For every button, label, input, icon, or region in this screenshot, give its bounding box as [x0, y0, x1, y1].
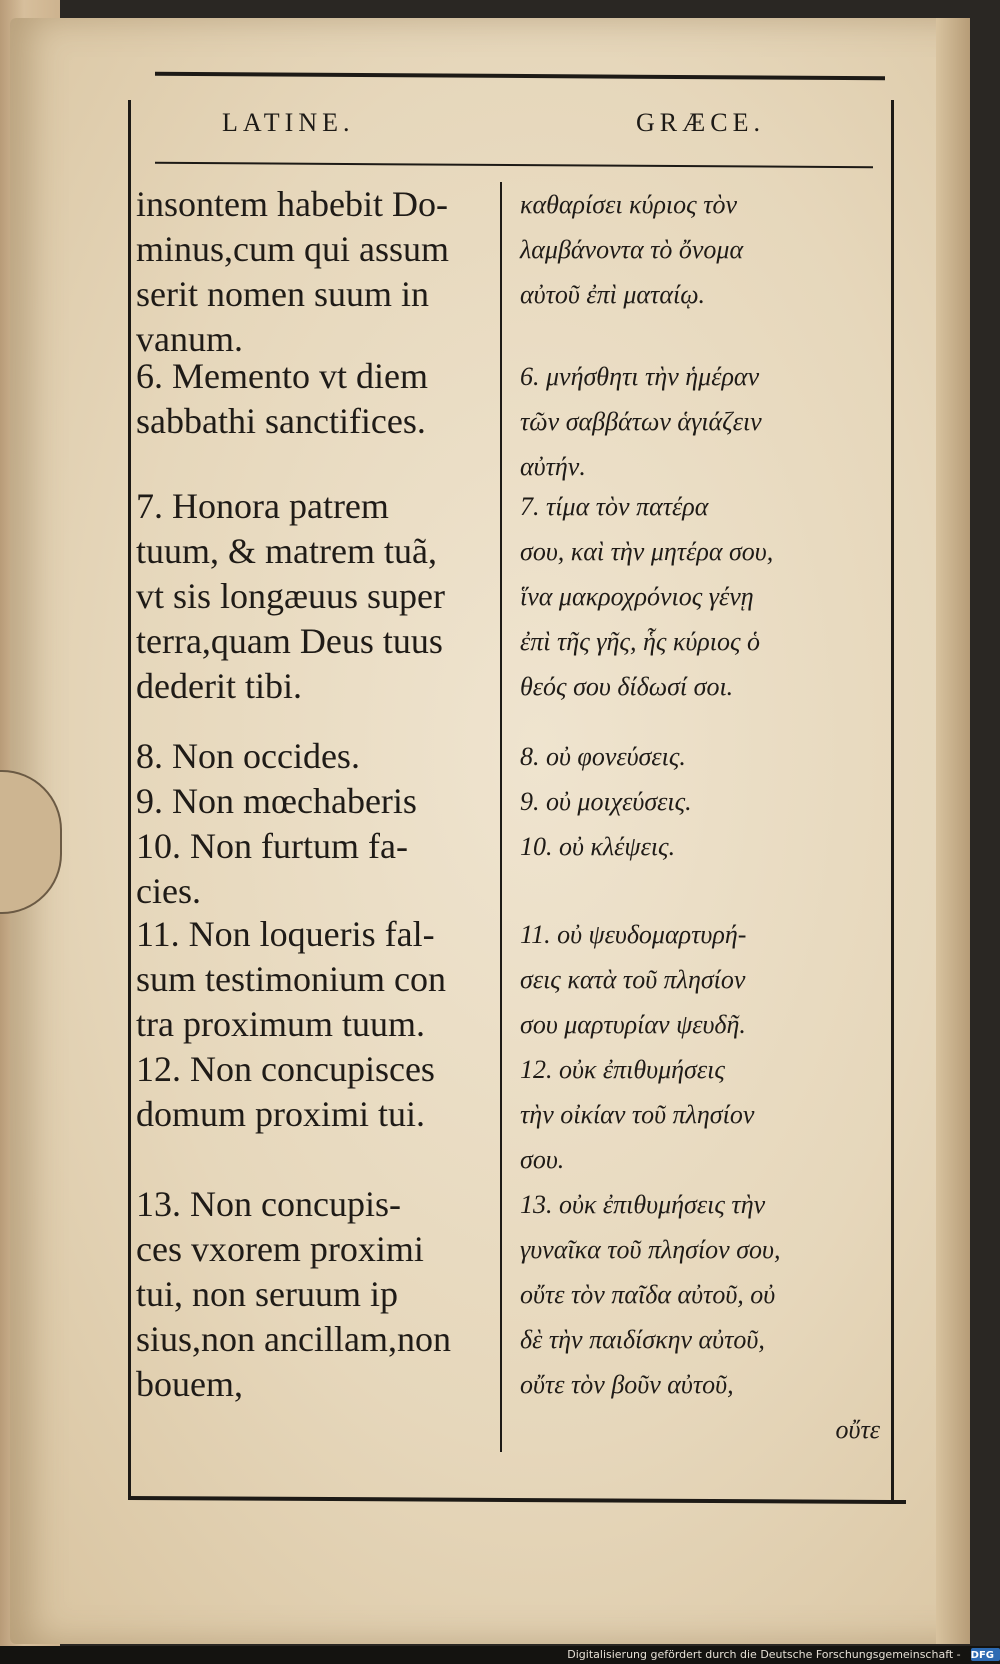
greek-block-1 — [520, 182, 880, 317]
latin-line: sabbathi sanctifices. — [136, 401, 426, 441]
latin-block-13 — [136, 1182, 492, 1407]
latin-line: minus,cum qui assum — [136, 229, 449, 269]
greek-line: λαμβάνοντα τὸ ὄνομα — [520, 235, 744, 264]
greek-block-8-10 — [520, 734, 880, 869]
greek-line: τὴν οἰκίαν τοῦ πλησίον — [520, 1100, 755, 1129]
latin-line: tra proximum tuum. — [136, 1004, 425, 1044]
page-edge — [936, 18, 970, 1644]
greek-line: σου μαρτυρίαν ψευδῆ. — [520, 1010, 746, 1039]
latin-line: sius,non ancillam,non — [136, 1319, 451, 1359]
latin-line: tui, non seruum ip — [136, 1274, 398, 1314]
greek-line: θεός σου δίδωσί σοι. — [520, 672, 734, 701]
latin-line: 12. Non concupisces — [136, 1049, 435, 1089]
greek-line: σεις κατὰ τοῦ πλησίον — [520, 965, 746, 994]
greek-line: σου, καὶ τὴν μητέρα σου, — [520, 537, 774, 566]
latin-column-header: LATINE. — [222, 108, 355, 137]
greek-line: καθαρίσει κύριος τὸν — [520, 190, 738, 219]
latin-block-11-12 — [136, 912, 492, 1137]
latin-line: 13. Non concupis- — [136, 1184, 401, 1224]
greek-line: οὔτε τὸν βοῦν αὐτοῦ, — [520, 1370, 734, 1399]
latin-line: domum proximi tui. — [136, 1094, 426, 1134]
greek-line: ἵνα μακροχρόνιος γένῃ — [520, 582, 754, 611]
greek-line: αὐτήν. — [520, 452, 586, 481]
latin-line: cies. — [136, 871, 201, 911]
greek-block-11-12 — [520, 912, 880, 1182]
greek-line: 9. οὐ μοιχεύσεις. — [520, 787, 692, 816]
latin-line: vt sis longæuus super — [136, 576, 446, 616]
greek-line: τῶν σαββάτων ἁγιάζειν — [520, 407, 762, 436]
greek-line: δὲ τὴν παιδίσκην αὐτοῦ, — [520, 1325, 765, 1354]
footer-credit: Digitalisierung gefördert durch die Deutsche Forschungsgemeinschaft - — [567, 1648, 961, 1661]
latin-block-8-10 — [136, 734, 492, 914]
greek-line: σου. — [520, 1145, 565, 1174]
latin-line: serit nomen suum in — [136, 274, 429, 314]
greek-column-header: GRÆCE. — [636, 108, 765, 137]
greek-block-7 — [520, 484, 880, 709]
greek-block-13 — [520, 1182, 880, 1452]
latin-line: ces vxorem proximi — [136, 1229, 424, 1269]
dfg-logo: DFG — [971, 1648, 1000, 1661]
greek-line: 13. οὐκ ἐπιθυμήσεις τὴν — [520, 1190, 766, 1219]
latin-line: tuum, & matrem tuã, — [136, 531, 437, 571]
latin-line: vanum. — [136, 319, 243, 359]
greek-line: 11. οὐ ψευδομαρτυρή- — [520, 920, 747, 949]
greek-line: 8. οὐ φονεύσεις. — [520, 742, 686, 771]
greek-line: γυναῖκα τοῦ πλησίον σου, — [520, 1235, 781, 1264]
latin-line: 11. Non loqueris fal- — [136, 914, 435, 954]
latin-line: 6. Memento vt diem — [136, 356, 428, 396]
latin-line: bouem, — [136, 1364, 243, 1404]
greek-line: ἐπὶ τῆς γῆς, ἧς κύριος ὁ — [520, 627, 761, 656]
greek-line: οὔτε — [835, 1415, 880, 1444]
latin-line: dederit tibi. — [136, 666, 302, 706]
greek-block-6 — [520, 354, 880, 489]
latin-block-7 — [136, 484, 492, 709]
latin-line: 10. Non furtum fa- — [136, 826, 408, 866]
latin-line: 9. Non mœchaberis — [136, 781, 417, 821]
greek-line: 10. οὐ κλέψεις. — [520, 832, 676, 861]
greek-line: 7. τίμα τὸν πατέρα — [520, 492, 709, 521]
latin-line: 7. Honora patrem — [136, 486, 389, 526]
greek-line: οὔτε τὸν παῖδα αὐτοῦ, οὐ — [520, 1280, 776, 1309]
greek-line: 12. οὐκ ἐπιθυμήσεις — [520, 1055, 725, 1084]
greek-line: 6. μνήσθητι τὴν ἡμέραν — [520, 362, 760, 391]
latin-line: terra,quam Deus tuus — [136, 621, 443, 661]
latin-line: insontem habebit Do- — [136, 184, 448, 224]
latin-block-1 — [136, 182, 492, 362]
latin-block-6 — [136, 354, 492, 444]
latin-line: 8. Non occides. — [136, 736, 360, 776]
latin-line: sum testimonium con — [136, 959, 446, 999]
digitization-footer — [0, 1646, 1000, 1664]
column-divider — [500, 182, 502, 1452]
greek-line: αὐτοῦ ἐπὶ ματαίῳ. — [520, 280, 706, 309]
